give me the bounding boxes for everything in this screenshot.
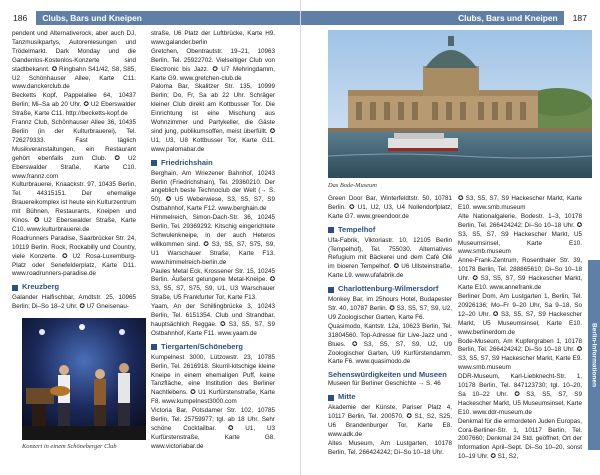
section-heading [328, 393, 452, 402]
entry-paragraph: Anne-Frank-Zentrum, Rosenthaler Str. 39, 10178 Berlin, Tel. 288865610; Di–So 10–18 Uhr. ✪ S3, S5, S7, S9 Hackescher Markt, Karte E10. www.annefrank.de [458, 257, 582, 292]
entry-paragraph: Kulturbrauerei, Knaackstr. 97, 10435 Berlin, Tel. 44315151. Der ehemalige Brauereikomplex ist heute ein Kulturzentrum mit Bühnen, Restaurants, Kneipen und Kinos. ✪ U2 Eberswalder Straße, Karte C10. www.kulturbrauerei.de [12, 181, 136, 233]
entry-paragraph: Alte Nationalgalerie, Bodestr. 1–3, 10178 Berlin, Tel. 266424242; Di–So 10–18 Uhr. ✪ S3, S5, S7, S9 Hackescher Markt, U5 Museumsinsel, Karte E10. www.smb.museum [458, 212, 582, 256]
entry-paragraph: Kumpelnest 3000, Lützowstr. 23, 10785 Berlin, Tel. 2616918. Skurril-kitschige kleine Kneipe in einem ehemaligen Puff, keine Tanzfläche, eine Institution des Berliner Nachtlebens. ✪ U1 Kurfürstenstraße, Karte F8. www.kumpelnest3000.com [151, 353, 275, 406]
entry-paragraph: Becketts Kopf, Pappelallee 64, 10437 Berlin; Mi–Sa ab 20 Uhr. ✪ U2 Eberswalder Straße, Karte C11. http://becketts-kopf.de [12, 92, 136, 118]
section-heading [328, 285, 452, 294]
section-heading-text: Friedrichshain [161, 157, 213, 167]
section-heading [328, 226, 452, 235]
text-column-1 [328, 195, 452, 457]
section-heading-text: Kreuzberg [22, 282, 60, 292]
entry-paragraph: Akademie der Künste, Pariser Platz 4, 10117 Berlin, Tel. 200570. ✪ S1, S2, S25, U6 Brandenburger Tor, Karte E8. www.adk.de [328, 404, 452, 438]
right-page [300, 0, 600, 475]
section-heading [151, 159, 275, 168]
section-heading [151, 343, 275, 352]
page-header [8, 6, 300, 30]
section-marker-icon [12, 285, 18, 291]
page-header [301, 6, 592, 30]
concert-photo [22, 318, 146, 440]
entry-paragraph: Museen für Berliner Geschichte → S. 46 [328, 380, 441, 388]
entry-paragraph: Ufa-Fabrik, Viktoriastr. 10, 12105 Berlin (Tempelhof), Tel. 755030. Alternatives Refugium mit Bäckerei und dem Café Olé im bioeren Tempelhof. ✪ U6 Ullsteinstraße, Karte L9. www.ufafabrik.de [328, 236, 452, 280]
topic-heading: Sehenswürdigkeiten und Museen [328, 370, 447, 380]
entry-paragraph: Galander Halfischbar, Arndtstr. 25, 10965 Berlin; Di–So 18–2 Uhr. ✪ U7 Gneisenau- [12, 294, 136, 311]
page-number: 187 [572, 13, 587, 23]
section-marker-icon [151, 344, 157, 350]
section-heading-text: Tiergarten/Schöneberg [161, 341, 243, 351]
page-number: 186 [13, 13, 28, 23]
section-marker-icon [151, 160, 157, 166]
entry-paragraph: Paules Metal Eck, Krossener Str. 15, 10245 Berlin. Äußerst gelungene Metal-Kneipe. ✪ S3, S5, S7, S75, S9, U1, U3 Warschauer Straße, U5 Frankfurter Tor, Karte F13. [151, 267, 275, 302]
section-tab [588, 260, 600, 450]
entry-paragraph: Paloma Bar, Skalitzer Str. 135, 10999 Berlin; Do, Fr, Sa ab 22 Uhr. Schräger kleiner Club direkt am Kottbusser Tor. Die Einrichtung ist eine Mischung aus Wohnzimmer und Partykeller, die Gäste sind jung, publikumsoffen, meist überfüllt. ✪ U1, U3, U8 Kottbusser Tor, Karte G11. www.palomabar.de [151, 83, 275, 153]
text-column-2 [458, 195, 582, 462]
section-marker-icon [328, 395, 334, 401]
entry-paragraph: Victoria Bar, Potsdamer Str. 102, 10785 Berlin, Tel. 25759977; tgl. ab 18 Uhr. Sehr schöne Cocktailbar. ✪ U1, U3 Kurfürstenstraße, Karte G8. www.victoriabar.de [151, 407, 275, 450]
entry-paragraph: Berliner Dom, Am Lustgarten 1, Berlin, Tel. 20926136; Mo–Fr 9–20 Uhr, Sa 9–18, So 12–20 Uhr. ✪ S3, S5, S7, S9 Hackescher Markt, U5 Museumsinsel, Karte E10. www.berlinerdom.de [458, 292, 582, 336]
photo-caption: Das Bode-Museum [328, 182, 377, 189]
text-column-2 [151, 30, 275, 452]
section-heading-text: Tempelhof [338, 224, 376, 234]
page-title: Clubs, Bars und Kneipen [36, 11, 300, 25]
entry-paragraph: Yaam, An der Schillingbrücke 3, 10243 Berlin, Tel. 6151354. Club und Strandbar, hauptsächlich Reggae. ✪ S3, S5, S7, S9 Ostbahnhof, Karte F11. www.yaam.de [151, 303, 275, 337]
entry-paragraph: Roadrunners Paradise, Saarbrücker Str. 24, 10119 Berlin. Rock, Rockabilly und Country, viele Konzerte. ✪ U2 Rosa-Luxemburg-Platz oder Senefelderplatz, Karte D11. www.roadrunners-paradise.de [12, 234, 136, 278]
section-tab-label: Berlin-Informationen [590, 323, 598, 387]
section-heading-text: Mitte [338, 392, 356, 402]
entry-paragraph: Bode-Museum, Am Kupfergraben 1, 10178 Berlin, Tel. 266424242; Di–So 10–18 Uhr. ✪ S3, S5, S7, S9 Hackescher Markt, Karte E9. www.smb.museum [458, 337, 582, 372]
entry-paragraph: Quasimodo, Kantstr. 12a, 10623 Berlin, Tel. 31804560. Top-Adresse für Live-Jazz und -Blues. ✪ S3, S5, S7, S9, U2, U9 Zoologischer Garten, U9 Kurfürstendamm, Karte F6. www.quasimodo.de [328, 322, 452, 366]
entry-paragraph: straße, U6 Platz der Luftbrücke, Karte H9. www.galander.berlin [151, 30, 275, 46]
entry-paragraph: Monkey Bar, im 25hours Hotel, Budapester Str. 40, 10787 Berlin. ✪ S3, S5, S7, S9, U2, U9 Zoologischer Garten, Karte F6. [328, 296, 452, 321]
entry-paragraph: Green Door Bar, Winterfeldtstr. 50, 10781 Berlin. ✪ U1, U2, U3, U4 Nollendorfplatz, Karte G7. www.greendoor.de [328, 195, 452, 220]
photo-caption: Konzert in einem Schöneberger Club [22, 443, 117, 450]
section-heading [12, 283, 136, 292]
entry-paragraph: DDR-Museum, Karl-Liebknecht-Str. 1, 10178 Berlin, Tel. 847123730; tgl. 10–20, Sa 10–22 Uhr. ✪ S3, S5, S7, S9 Hackescher Markt, U5 Museumsinsel, Karte E10. www.ddr-museum.de [458, 373, 582, 416]
entry-paragraph: Berghain, Am Wriezener Bahnhof, 10243 Berlin (Friedrichshain), Tel. 29360210. Der angeblich beste Technoclub der Welt (→ S. 50). ✪ U5 Weberwiese, S3, S5, S7, S9 Ostbahnhof, Karte F12. www.berghain.de [151, 169, 275, 213]
page-title: Clubs, Bars und Kneipen [301, 11, 564, 25]
section-heading-text: Charlottenburg-Wilmersdorf [338, 284, 439, 294]
section-marker-icon [328, 227, 334, 233]
entry-paragraph: Altes Museum, Am Lustgarten, 10178 Berlin, Tel. 266424242; Di–So 10–18 Uhr. [328, 439, 452, 456]
entry-paragraph: ✪ S3, S5, S7, S9 Hackescher Markt, Karte E10. www.smb.museum [458, 195, 582, 211]
entry-paragraph: pendent und Alternativerock, aber auch DJ, Tanzmusikpartys, Autorenlesungen und Trödelmarkt. Dark Monday und die Gandenlos-Kostenlos-Konzerte sind stadtbekannt. ✪ Ringbahn S41/42, S8, S85, U2 Schönhauser Allee, Karte C11. www.danckerclub.de [12, 30, 136, 91]
entry-paragraph: Gretchen, Obentrautstr. 19–21, 10963 Berlin, Tel. 25922702. Vielseitiger Club von Electronic bis Jazz. ✪ U7 Mehringdamm, Karte G9. www.gretchen-club.de [151, 47, 275, 82]
entry-paragraph: Himmelreich, Simon-Dach-Str. 36, 10245 Berlin, Tel. 29369292. Kitschig eingerichtete Schwulenkneipe, in der auch Heteros willkommen sind. ✪ S3, S5, S7, S75, S9, U1 Warschauer Straße, Karte F13. www.himmelreich-berlin.de [151, 214, 275, 266]
section-marker-icon [328, 287, 334, 293]
text-column-1 [12, 30, 136, 312]
entry-paragraph: Denkmal für die ermordeten Juden Europas, Cora-Berliner-Str. 1, 10117 Berlin, Tel. 2007660; Denkmal 24 Std. geöffnet, Ort der Information April–Sept. Di–So 10–20, sonst 10–19 Uhr. ✪ S1, S2, [458, 417, 582, 461]
bode-museum-photo [328, 30, 592, 178]
entry-paragraph: Frannz Club, Schönhauser Allee 36, 10435 Berlin (in der Kulturbrauerei), Tel. 726279333. Fast täglich Musikveranstaltungen, ein Restaurant gehört ebenfalls zum Club. ✪ U2 Eberswalder Straße, Karte C10. www.frannz.com [12, 119, 136, 180]
